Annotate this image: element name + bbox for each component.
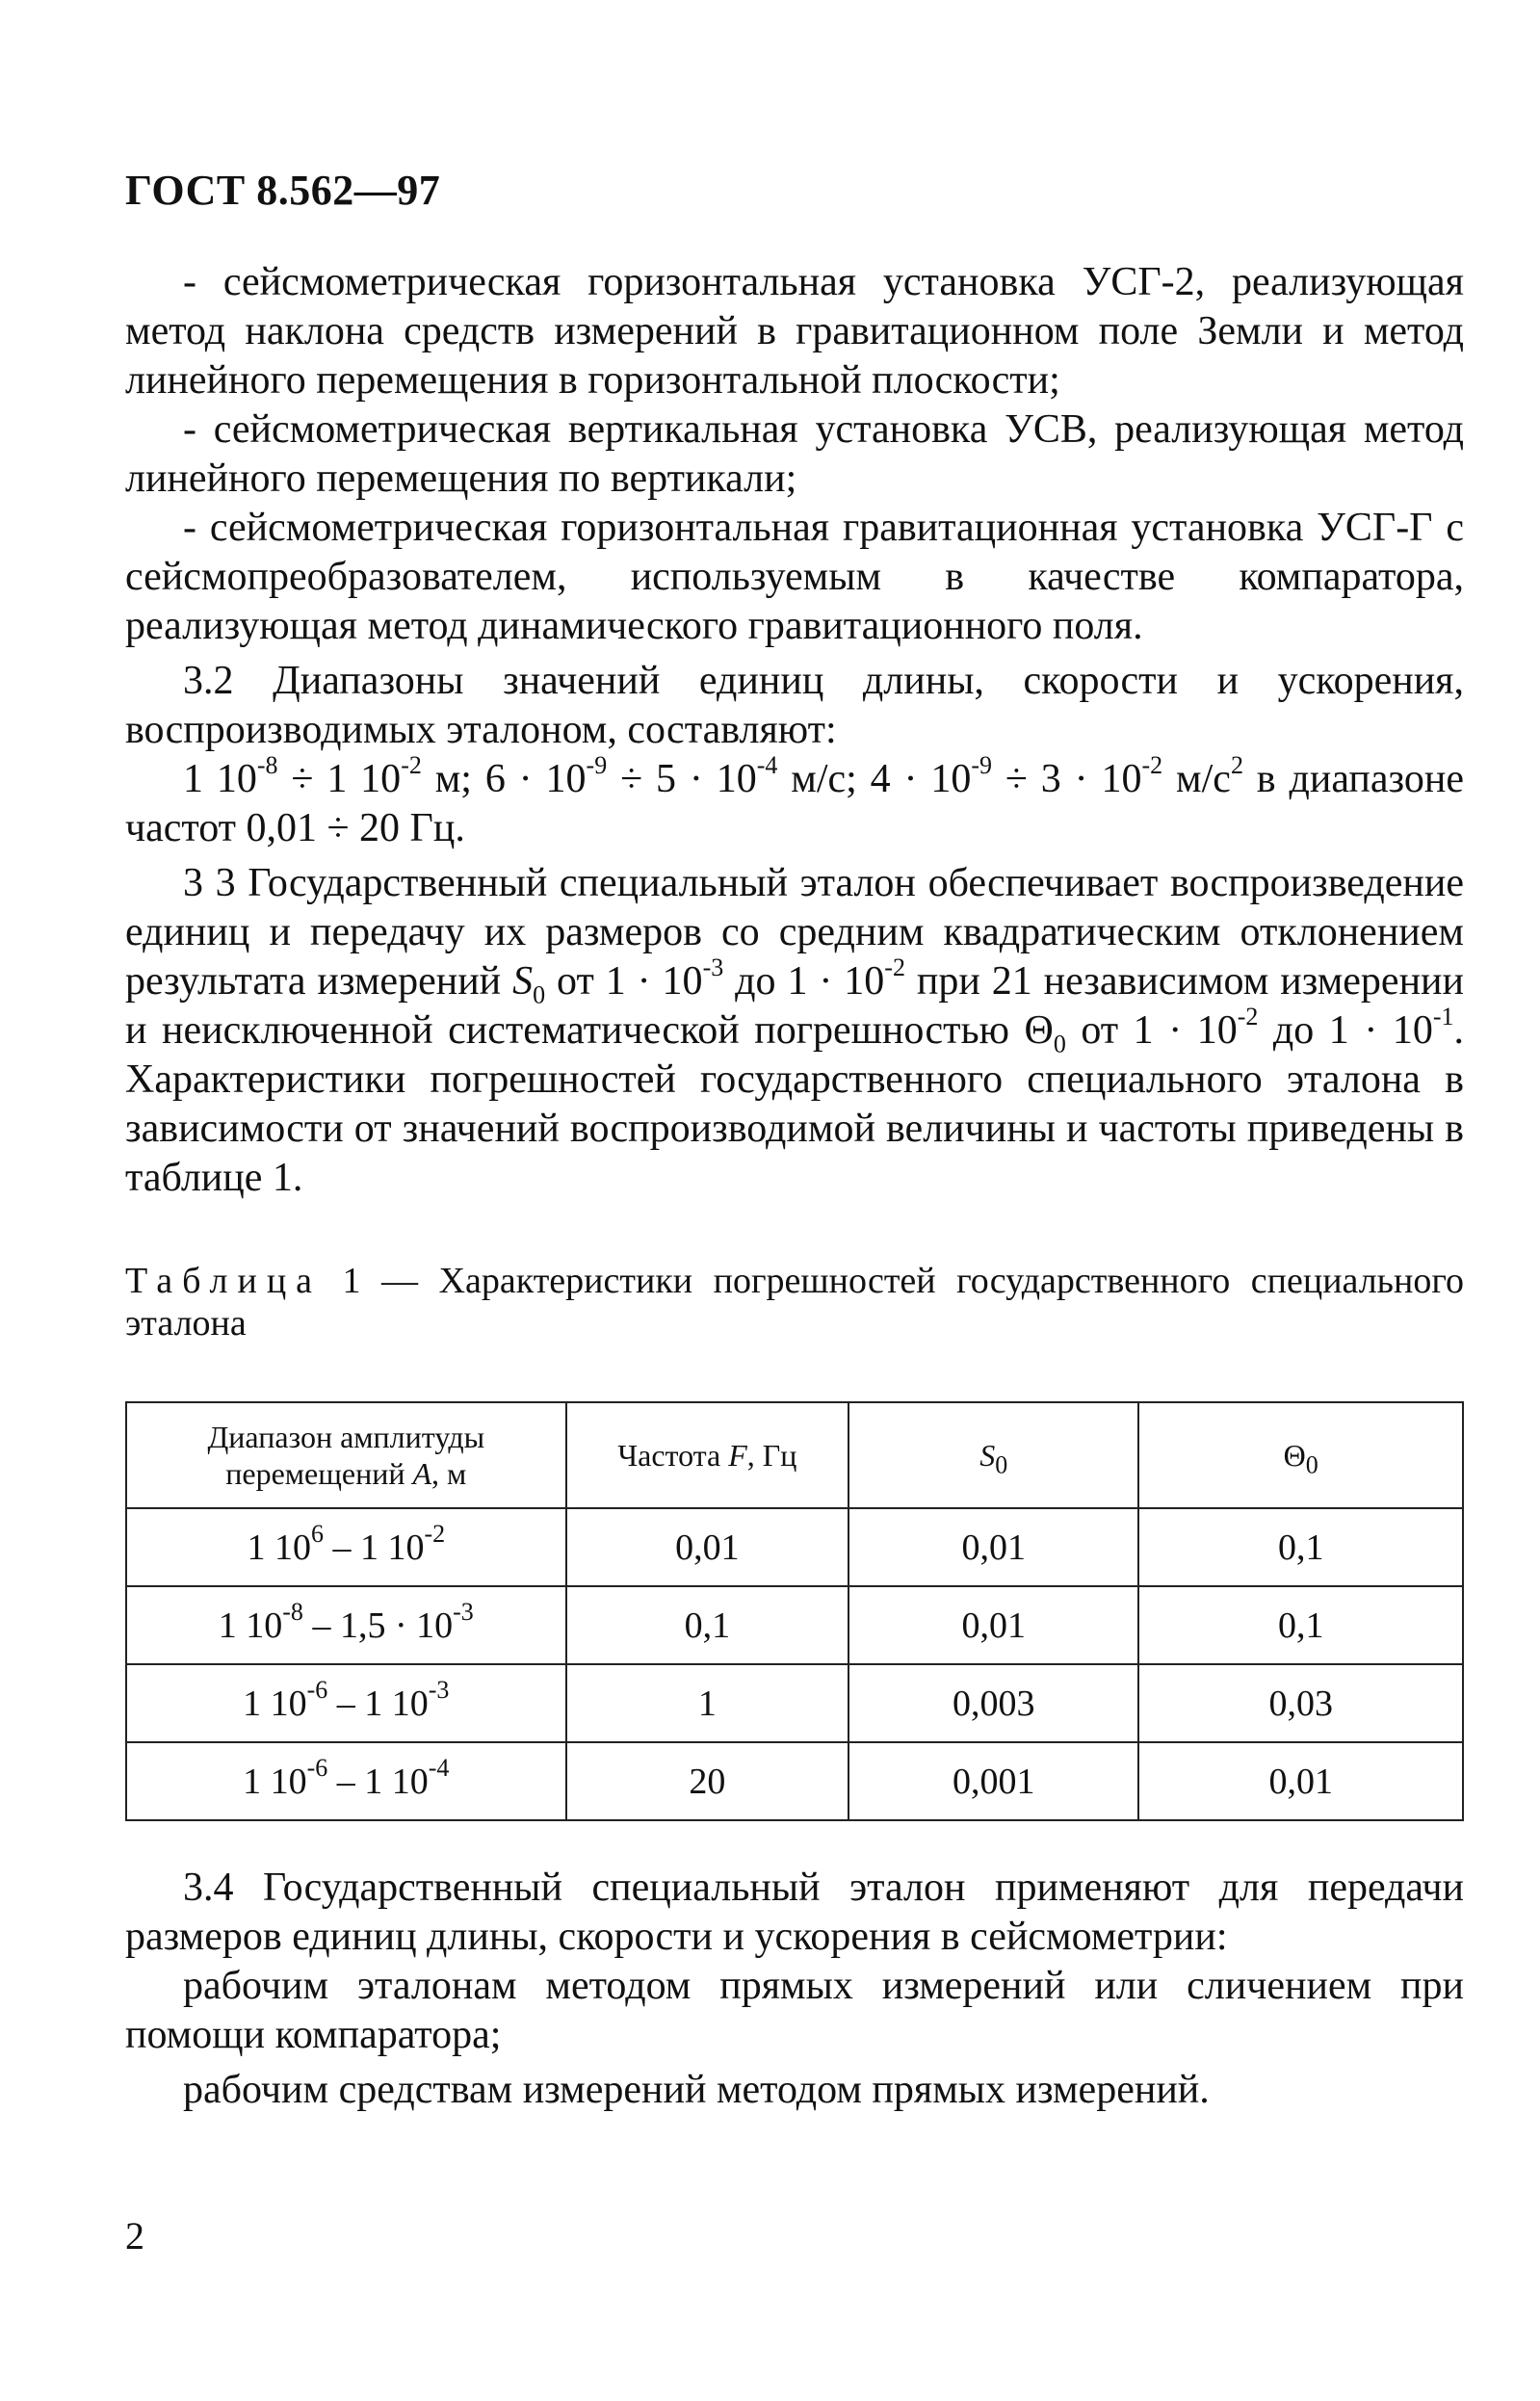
cell-amplitude: 1 $10^{-6} - 1$ $10^{-3}$: [126, 1664, 566, 1742]
body-text-upper: [125, 258, 1464, 1203]
cell-frequency: 0,1: [566, 1586, 849, 1664]
cell-frequency: 20: [566, 1742, 849, 1820]
paragraph-usv: - сейсмометрическая вертикальная установка УСВ, реализующая метод линейного перемещения по вертикали;: [125, 407, 1464, 501]
header-amplitude-range: Диапазон амплитуды перемещений A, м: [126, 1402, 566, 1508]
table-row: [126, 1586, 1463, 1664]
cell-frequency: 1: [566, 1664, 849, 1742]
cell-theta0: 0,01: [1138, 1742, 1463, 1820]
cell-theta0: 0,03: [1138, 1664, 1463, 1742]
header-s0: $S_0$: [848, 1402, 1138, 1508]
paragraph-3-2: 3.2 Диапазоны значений единиц длины, скорости и ускорения, воспроизводимых эталоном, составляют:: [125, 659, 1464, 752]
table-caption-number: 1: [342, 1261, 361, 1301]
cell-frequency: 0,01: [566, 1508, 849, 1586]
table-caption-label: Таблица: [125, 1261, 323, 1301]
paragraph-ranges: 1 $10^{-8} \div 1$ $10^{-2}$ м; $6 \cdot 10^{-9} \div 5 \cdot 10^{-4}$ м/с; $4 \cdot 10^{-9} \div 3 \cdot 10^{-2}$ $м/с^2$ в диапазоне частот 0,01 ÷ 20 Гц.: [125, 751, 1465, 850]
cell-amplitude: 1 $10^6 - 1$ $10^{-2}$: [126, 1508, 566, 1586]
table-row: [126, 1508, 1463, 1586]
header-frequency: Частота F, Гц: [566, 1402, 849, 1508]
paragraph-3-4: 3.4 Государственный специальный эталон применяют для передачи размеров единиц длины, скорости и ускорения в сейсмометрии:: [125, 1866, 1464, 1959]
table-caption-text: — Характеристики погрешностей государственного специального эталона: [125, 1261, 1464, 1344]
cell-s0: 0,01: [848, 1508, 1138, 1586]
cell-amplitude: 1 $10^{-6} - 1$ $10^{-4}$: [126, 1742, 566, 1820]
cell-theta0: 0,1: [1138, 1508, 1463, 1586]
page-number: 2: [125, 2214, 144, 2257]
paragraph-working-instruments: рабочим средствам измерений методом прямых измерений.: [183, 2068, 1210, 2112]
cell-s0: 0,001: [848, 1742, 1138, 1820]
paragraph-3-3: 3 3 Государственный специальный эталон обеспечивает воспроизведение единиц и передачу их размеров со средним квадратическим отклонением результата измерений $S_0$ от $1 \cdot 10^{-3}$ до $1 \cdot 10^{-2}$ при 21 независимом измерении и неисключенной систематической погрешностью $\Theta_0$ от $1 \cdot 10^{-2}$ до $1 \cdot 10^{-1}$. Характеристики погрешностей государственного специального эталона в зависимости от значений воспроизводимой величины и частоты приведены в таблице 1.: [125, 861, 1464, 1200]
cell-s0: 0,003: [848, 1664, 1138, 1742]
table-header-row: [126, 1402, 1463, 1508]
table-row: [126, 1742, 1463, 1820]
document-page: [125, 0, 1464, 2401]
header-theta0: $\Theta_0$: [1138, 1402, 1463, 1508]
cell-s0: 0,01: [848, 1586, 1138, 1664]
paragraph-working-standards: рабочим эталонам методом прямых измерений или сличением при помощи компаратора;: [125, 1964, 1464, 2057]
error-characteristics-table: [125, 1401, 1464, 1821]
table-row: [126, 1664, 1463, 1742]
paragraph-usgg: - сейсмометрическая горизонтальная гравитационная установка УСГ-Г с сейсмопреобразователем, используемым в качестве компаратора, реализующая метод динамического гравитационного поля.: [125, 506, 1464, 648]
table-caption: [125, 1260, 1464, 1344]
cell-theta0: 0,1: [1138, 1586, 1463, 1664]
body-text-lower: [125, 1864, 1464, 2115]
cell-amplitude: 1 $10^{-8} - 1,5 \cdot 10^{-3}$: [126, 1586, 566, 1664]
paragraph-usg2: - сейсмометрическая горизонтальная установка УСГ-2, реализующая метод наклона средств измерений в гравитационном поле Земли и метод линейного перемещения в горизонтальной плоскости;: [125, 260, 1464, 403]
document-code: ГОСТ 8.562—97: [125, 167, 441, 214]
